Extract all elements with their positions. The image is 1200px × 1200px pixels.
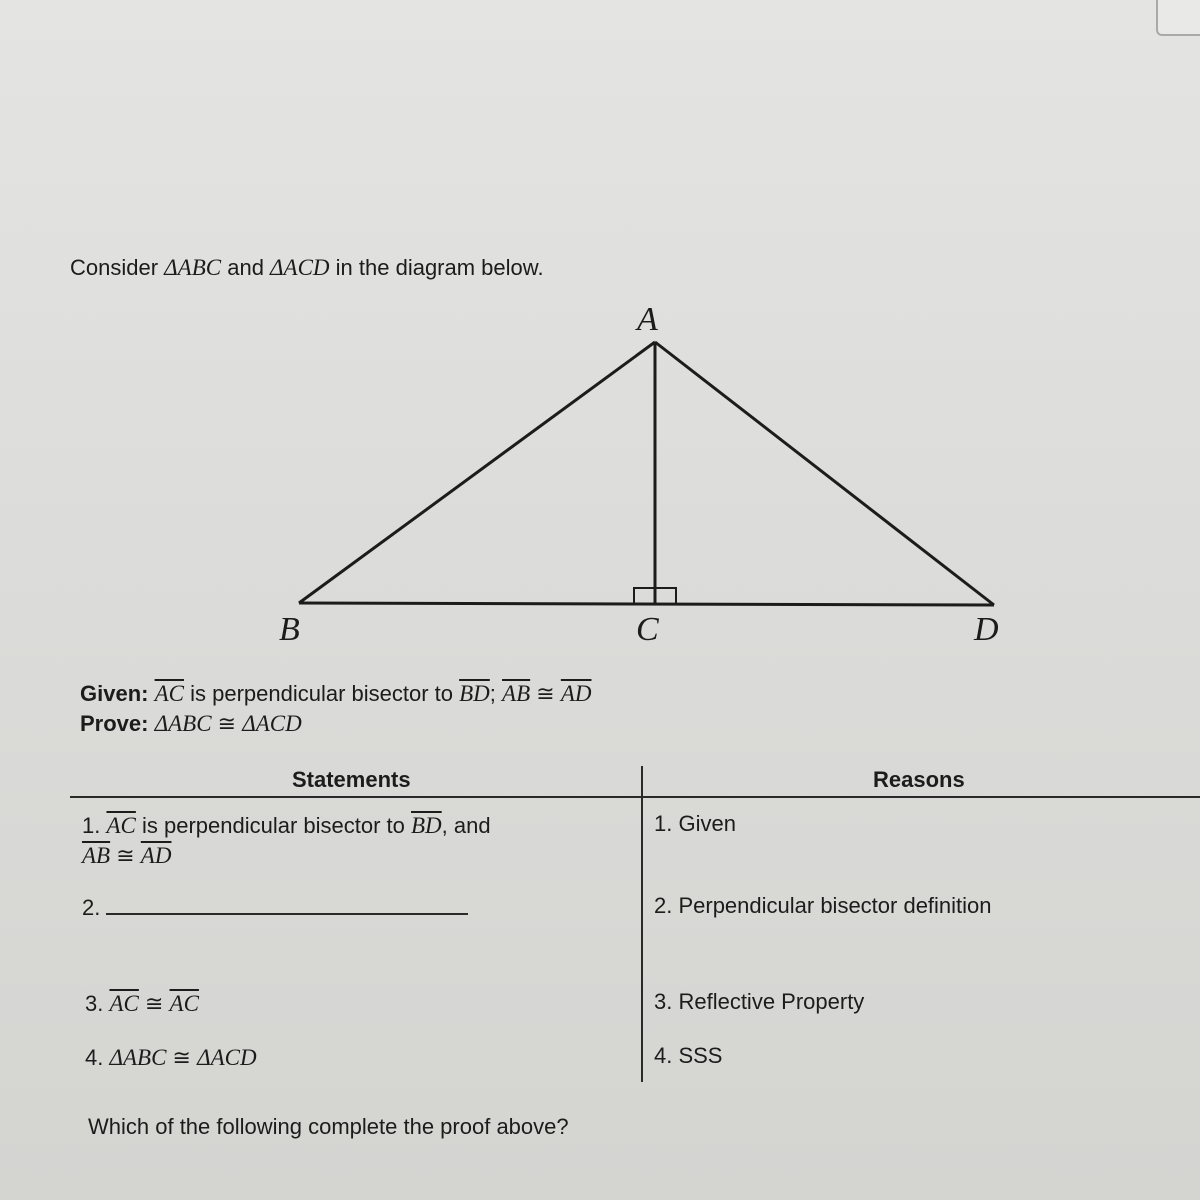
prove-statement <box>80 711 302 737</box>
given-segment-bd: $\overline{BD}$ <box>459 681 490 706</box>
statements-header: Statements <box>292 767 411 792</box>
reason-1: 1. Given <box>654 811 736 836</box>
prove-triangle-abc: ΔABC <box>154 711 212 736</box>
reason-2: 2. Perpendicular bisector definition <box>654 893 992 918</box>
given-statement <box>80 681 591 707</box>
statement-1-segment-ab: $\overline{AB}$ <box>82 843 111 868</box>
table-header-rule <box>70 796 1200 798</box>
statement-3-segment-ac-2: $\overline{AC}$ <box>169 991 199 1016</box>
vertex-label-c: C <box>636 611 659 648</box>
given-segment-ab: $\overline{AB}$ <box>502 681 531 706</box>
intro-mid: and <box>221 255 271 280</box>
given-separator: ; <box>489 681 503 706</box>
statement-1-congruent: ≅ <box>110 843 141 868</box>
statement-1-segment-ad: $\overline{AD}$ <box>140 843 172 868</box>
intro-suffix: in the diagram below. <box>329 255 544 280</box>
segment-ab <box>299 342 655 603</box>
statement-1 <box>82 811 491 871</box>
statement-1-and: , and <box>441 813 491 838</box>
vertex-label-d: D <box>974 611 999 648</box>
given-segment-ac: $\overline{AC}$ <box>154 681 184 706</box>
statement-2 <box>82 895 468 921</box>
statement-4-congruent: ≅ <box>166 1045 198 1070</box>
reasons-header: Reasons <box>873 767 965 792</box>
statement-2-number: 2. <box>82 895 101 920</box>
statement-1-number: 1. <box>82 813 107 838</box>
vertex-label-b: B <box>279 611 300 648</box>
vertex-label-a: A <box>637 301 658 338</box>
statement-4 <box>85 1045 257 1071</box>
reason-4: 4. SSS <box>654 1043 723 1068</box>
statement-3-segment-ac: $\overline{AC}$ <box>109 991 139 1016</box>
statement-4-number: 4. <box>85 1045 110 1070</box>
given-label: Given: <box>80 681 149 706</box>
given-segment-ad: $\overline{AD}$ <box>560 681 592 706</box>
statement-1-segment-ac: $\overline{AC}$ <box>106 813 136 838</box>
prove-label: Prove: <box>80 711 149 736</box>
statement-4-triangle-abc: ΔABC <box>109 1045 167 1070</box>
given-text: is perpendicular bisector to <box>183 681 460 706</box>
given-congruent: ≅ <box>530 681 561 706</box>
prove-triangle-acd: ΔACD <box>242 711 302 736</box>
segment-ad <box>655 342 994 605</box>
statement-3-congruent: ≅ <box>138 991 170 1016</box>
intro-triangle-abc: ΔABC <box>164 255 222 280</box>
statement-4-triangle-acd: ΔACD <box>197 1045 257 1070</box>
statement-1-segment-bd: $\overline{BD}$ <box>411 813 442 838</box>
prove-congruent: ≅ <box>211 711 243 736</box>
question-text: Which of the following complete the proof above? <box>88 1114 569 1139</box>
statement-1-text: is perpendicular bisector to <box>135 813 411 838</box>
intro-prefix: Consider <box>70 255 165 280</box>
reason-3: 3. Reflective Property <box>654 989 865 1014</box>
intro-triangle-acd: ΔACD <box>270 255 330 280</box>
table-column-divider <box>641 766 643 1082</box>
statement-2-blank[interactable] <box>106 895 468 915</box>
statement-3-number: 3. <box>85 991 110 1016</box>
statement-3 <box>85 991 199 1017</box>
